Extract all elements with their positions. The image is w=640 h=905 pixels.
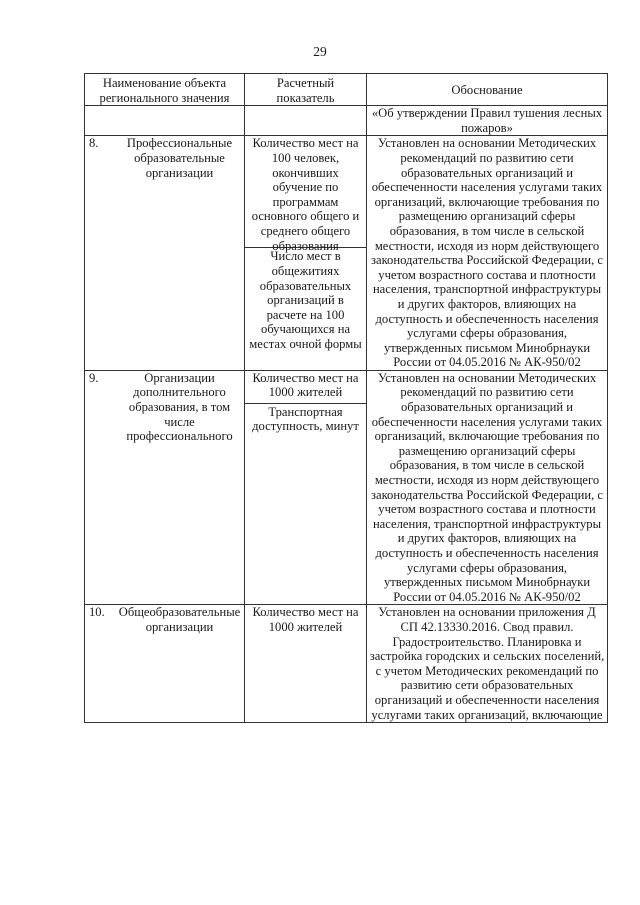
header-indicator: Расчетный показатель: [245, 74, 367, 106]
row-name-cell: [85, 136, 245, 371]
continuation-row: [85, 106, 608, 136]
row-number: 8.: [89, 136, 99, 151]
table-header-row: [85, 74, 608, 106]
row-justification: Установлен на основании приложения Д СП 42.13330.2016. Свод правил. Градостроительство. Планировка и застройка городских и сельских поселений, с учетом Методических рекомендаций по развитию сети образовательных организаций и обеспеченности населения услугами таких организаций, включающие: [367, 605, 608, 723]
row-indicators-cell: [245, 136, 367, 371]
indicator: Число мест в общежитиях образовательных организаций в расчете на 100 обучающихся на местах очной формы: [245, 247, 366, 351]
table-row: [85, 136, 608, 371]
continuation-empty-name: [85, 106, 245, 136]
standards-table: [84, 73, 608, 723]
row-name: Организации дополнительного образования, в том числе профессионального: [126, 370, 233, 444]
table-row: [85, 370, 608, 605]
continuation-justification: «Об утверждении Правил тушения лесных пожаров»: [367, 106, 608, 136]
row-name-cell: [85, 605, 245, 723]
continuation-empty-indicator: [245, 106, 367, 136]
row-indicators-cell: [245, 370, 367, 605]
table-row: [85, 605, 608, 723]
page-number: 29: [313, 44, 327, 59]
header-justification: Обоснование: [367, 74, 608, 106]
indicator: Количество мест на 1000 жителей: [252, 370, 359, 400]
header-name: Наименование объекта регионального значения: [85, 74, 245, 106]
row-number: 9.: [89, 370, 99, 385]
indicator: Количество мест на 1000 жителей: [252, 605, 359, 634]
row-name: Общеобразовательные организации: [118, 605, 241, 634]
indicator: Транспортная доступность, минут: [245, 403, 366, 434]
row-name-cell: [85, 370, 245, 605]
row-name: Профессиональные образовательные организации: [126, 136, 233, 180]
row-indicators-cell: [245, 605, 367, 723]
row-justification: Установлен на основании Методических рекомендаций по развитию сети образовательных организаций и обеспеченности населения услугами таких организаций, включающие требования по размещению организаций сферы образования, в том числе в сельской местности, исходя из норм действующего законодательства Российской Федерации, с учетом возрастного состава и плотности населения, транспортной инфраструктуры и других факторов, влияющих на доступность и обеспеченность населения услугами сферы образования, утвержденных письмом Минобрнауки России от 04.05.2016 № АК-950/02: [367, 370, 608, 605]
row-number: 10.: [89, 605, 105, 620]
indicator: Количество мест на 100 человек, окончивших обучение по программам основного общего и среднего общего образования: [251, 136, 360, 253]
row-justification: Установлен на основании Методических рекомендаций по развитию сети образовательных организаций и обеспеченности населения услугами таких организаций, включающие требования по размещению организаций сферы образования, в том числе в сельской местности, исходя из норм действующего законодательства Российской Федерации, с учетом возрастного состава и плотности населения, транспортной инфраструктуры и других факторов, влияющих на доступность и обеспеченность населения услугами сферы образования, утвержденных письмом Минобрнауки России от 04.05.2016 № АК-950/02: [367, 136, 608, 371]
